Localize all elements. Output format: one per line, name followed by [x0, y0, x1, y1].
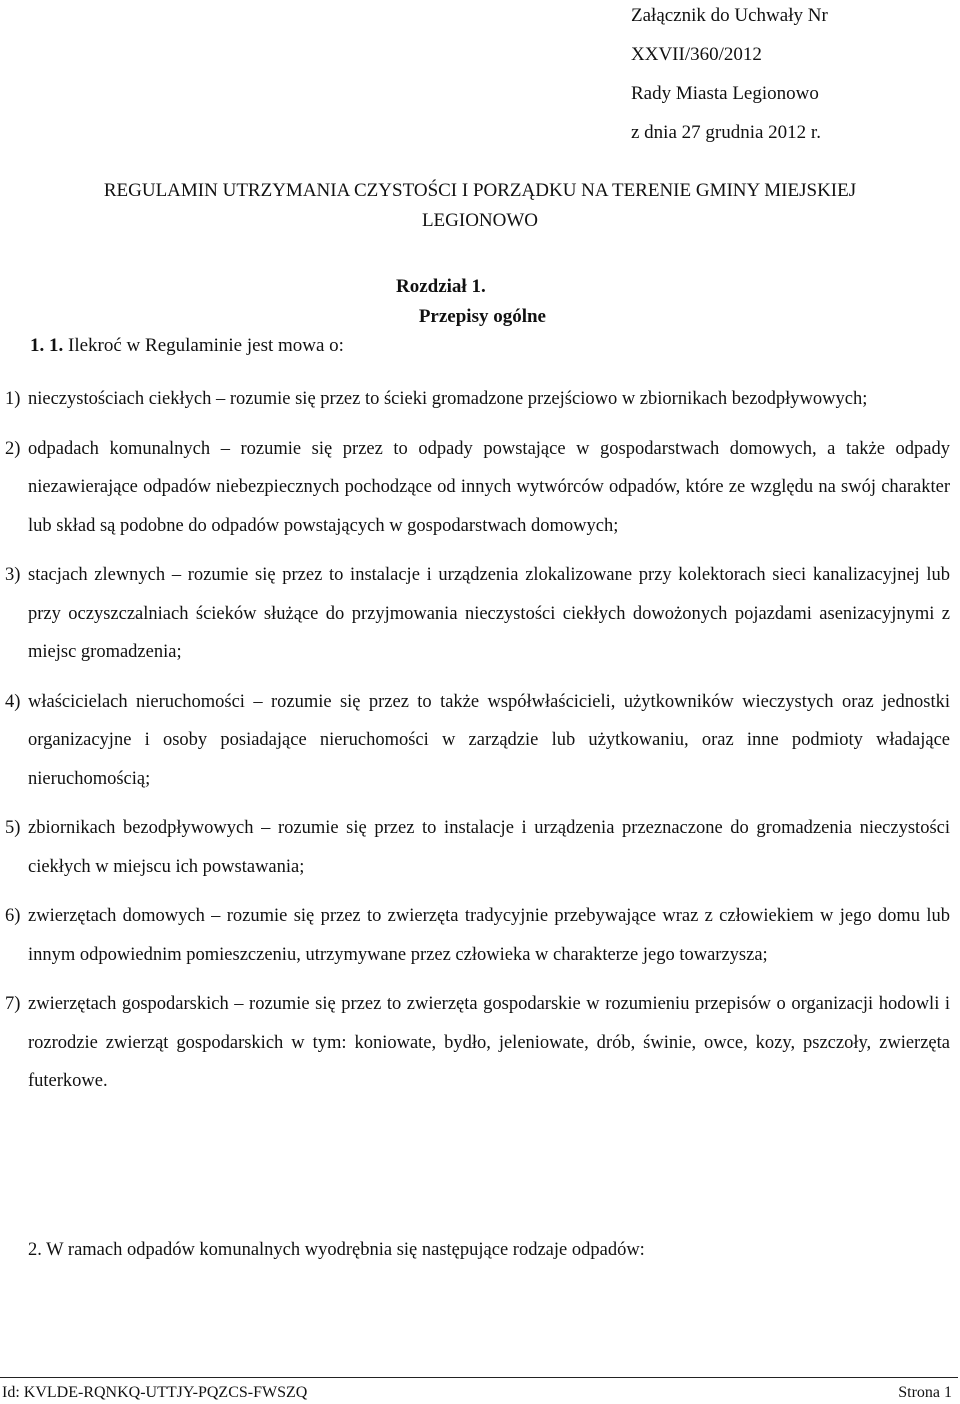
chapter-heading: [396, 272, 546, 332]
list-item: [0, 897, 950, 974]
item-text: odpadach komunalnych – rozumie się przez to odpady powstające w gospodarstwach domowych, a także odpady niezawierające odpadów niebezpiecznych pochodzące od innych wytwórców odpadów, które ze względu na swój charakter lub skład są podobne do odpadów powstających w gospodarstwach domowych;: [28, 438, 950, 536]
item-number: 4): [5, 691, 21, 712]
item-number: 5): [5, 818, 21, 838]
chapter-name: Przepisy ogólne: [418, 306, 546, 327]
list-item: [0, 556, 950, 672]
item-number: 2): [5, 438, 21, 459]
item-text: właścicielach nieruchomości – rozumie się przez to także współwłaścicieli, użytkowników wieczystych oraz jednostki organizacyjne i osoby posiadające nieruchomości w zarządzie lub użytkowaniu, oraz inne podmioty władające nieruchomością;: [28, 691, 950, 789]
item-text: zbiornikach bezodpływowych – rozumie się przez to instalacje i urządzenia przeznaczone do gromadzenia nieczystości ciekłych w miejscu ich powstawania;: [28, 818, 950, 877]
document-id: Id: KVLDE-RQNKQ-UTTJY-PQZCS-FWSZQ: [2, 1384, 308, 1401]
list-item: [0, 985, 950, 1101]
chapter-number: Rozdział 1.: [396, 276, 486, 297]
item-number: 6): [5, 906, 21, 926]
subsection-2: 2. W ramach odpadów komunalnych wyodrębnia się następujące rodzaje odpadów:: [28, 1240, 645, 1260]
paragraph-intro: [30, 335, 344, 357]
annex-line-3: Rady Miasta Legionowo: [631, 83, 819, 104]
item-number: 3): [5, 565, 21, 585]
annex-line-4: z dnia 27 grudnia 2012 r.: [631, 122, 821, 143]
item-text: stacjach zlewnych – rozumie się przez to instalacje i urządzenia zlokalizowane przy kolektorach sieci kanalizacyjnej lub przy oczyszczalniach ścieków służące do przyjmowania nieczystości ciekłych dowożonych pojazdami asenizacyjnymi z miejsc gromadzenia;: [28, 565, 950, 662]
definitions-list: [0, 380, 950, 1112]
paragraph-marker: 1. 1.: [30, 335, 64, 356]
item-number: 1): [5, 389, 21, 409]
document-title: [0, 176, 960, 236]
list-item: [0, 430, 950, 546]
title-line-2: LEGIONOWO: [421, 210, 539, 231]
item-number: 7): [5, 994, 21, 1014]
annex-line-2: XXVII/360/2012: [631, 44, 762, 65]
footer-divider: [0, 1377, 958, 1378]
item-text: zwierzętach domowych – rozumie się przez to zwierzęta tradycyjnie przebywające wraz z człowiekiem w jego domu lub innym odpowiednim pomieszczeniu, utrzymywane przez człowieka w charakterze jego towarzysza;: [28, 906, 950, 965]
page-number: Strona 1: [898, 1384, 952, 1401]
annex-header: [631, 0, 828, 152]
list-item: [0, 683, 950, 799]
title-line-1: REGULAMIN UTRZYMANIA CZYSTOŚCI I PORZĄDKU NA TERENIE GMINY MIEJSKIEJ: [103, 180, 857, 201]
item-text: zwierzętach gospodarskich – rozumie się przez to zwierzęta gospodarskie w rozumieniu przepisów o organizacji hodowli i rozrodzie zwierząt gospodarskich w tym: koniowate, bydło, jeleniowate, drób, świnie, owce, kozy, pszczoły, zwierzęta futerkowe.: [28, 994, 950, 1091]
item-text: nieczystościach ciekłych – rozumie się przez to ścieki gromadzone przejściowo w zbiornikach bezodpływowych;: [28, 389, 868, 409]
list-item: [0, 380, 950, 419]
annex-line-1: Załącznik do Uchwały Nr: [631, 5, 828, 26]
list-item: [0, 809, 950, 886]
paragraph-text: Ilekroć w Regulaminie jest mowa o:: [68, 335, 344, 356]
